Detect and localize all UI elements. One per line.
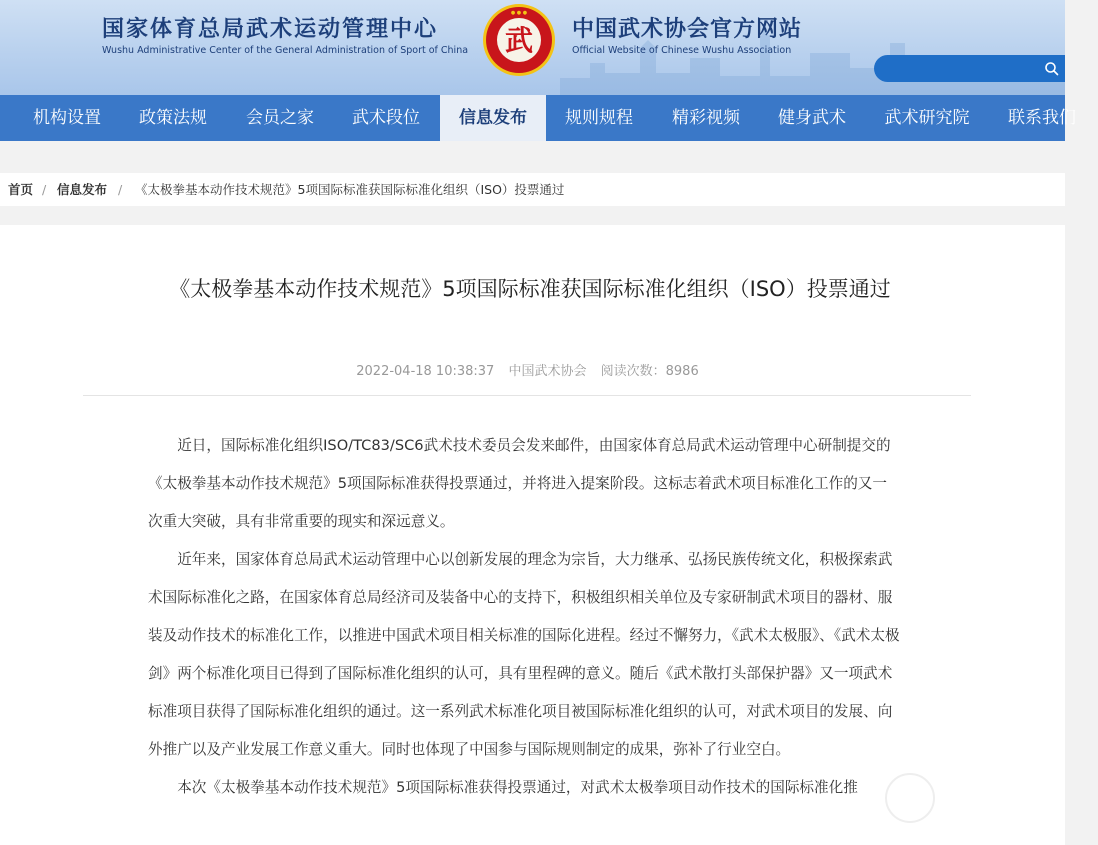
article-body <box>148 427 900 807</box>
nav-item-videos[interactable]: 精彩视频 <box>672 108 740 128</box>
search-bar <box>874 55 1065 82</box>
breadcrumb-separator: / <box>42 182 47 197</box>
views-count: 8986 <box>665 364 699 379</box>
nav-item-news[interactable]: 信息发布 <box>440 95 546 141</box>
article-source: 中国武术协会 <box>508 364 587 379</box>
article <box>0 225 1065 845</box>
logo-char: 武 <box>504 24 534 57</box>
article-paragraph: 近日，国际标准化组织ISO/TC83/SC6武术技术委员会发来邮件，由国家体育总局武术运动管理中心研制提交的《太极拳基本动作技术规范》5项国际标准获得投票通过，并将进入提案阶段。这标志着武术项目标准化工作的又一次重大突破，具有非常重要的现实和深远意义。 <box>148 437 891 530</box>
breadcrumb-section[interactable]: 信息发布 <box>57 182 108 197</box>
header-banner <box>0 0 1065 95</box>
article-date: 2022-04-18 10:38:37 <box>356 364 495 379</box>
breadcrumb-home[interactable]: 首页 <box>8 182 34 197</box>
nav-item-rules[interactable]: 规则规程 <box>565 108 633 128</box>
divider <box>83 395 971 396</box>
article-paragraph: 本次《太极拳基本动作技术规范》5项国际标准获得投票通过，对武术太极拳项目动作技术的国际标准化推 <box>177 779 858 796</box>
views-label: 阅读次数： <box>600 364 666 379</box>
site-title-cn: 国家体育总局武术运动管理中心 <box>102 17 439 42</box>
site-title-right-en: Official Website of Chinese Wushu Association <box>572 45 792 56</box>
brand-left[interactable] <box>102 16 468 58</box>
watermark-icon <box>885 773 935 823</box>
brand-right[interactable] <box>572 16 802 58</box>
site-title-en: Wushu Administrative Center of the General Administration of Sport of China <box>102 45 469 56</box>
nav-item-research[interactable]: 武术研究院 <box>884 108 970 128</box>
svg-text:● ● ●: ● ● ● <box>510 10 528 16</box>
breadcrumb <box>0 173 1065 206</box>
article-meta <box>0 360 1055 379</box>
search-icon[interactable] <box>1044 61 1059 76</box>
site-title-right-cn: 中国武术协会官方网站 <box>572 17 803 42</box>
article-title: 《太极拳基本动作技术规范》5项国际标准获国际标准化组织（ISO）投票通过 <box>169 277 891 301</box>
nav-item-policy[interactable]: 政策法规 <box>139 108 207 128</box>
nav-item-duanwei[interactable]: 武术段位 <box>352 108 420 128</box>
article-paragraph: 近年来，国家体育总局武术运动管理中心以创新发展的理念为宗旨，大力继承、弘扬民族传统文化，积极探索武术国际标准化之路，在国家体育总局经济司及装备中心的支持下，积极组织相关单位及专家研制武术项目的器材、服装及动作技术的标准化工作，以推进中国武术项目相关标准的国际化进程。经过不懈努力，《武术太极服》、《武术太极剑》两个标准化项目已得到了国际标准化组织的认可，具有里程碑的意义。随后《武术散打头部保护器》又一项武术标准项目获得了国际标准化组织的通过。这一系列武术标准化项目被国际标准化组织的认可，对武术项目的发展、向外推广以及产业发展工作意义重大。同时也体现了中国参与国际规则制定的成果，弥补了行业空白。 <box>148 551 900 758</box>
main-nav <box>0 95 1076 141</box>
association-logo[interactable] <box>478 2 560 78</box>
breadcrumb-separator: / <box>118 182 123 197</box>
nav-item-organization[interactable]: 机构设置 <box>33 108 101 128</box>
breadcrumb-current: 《太极拳基本动作技术规范》5项国际标准获国际标准化组织（ISO）投票通过 <box>135 182 565 197</box>
search-input[interactable] <box>886 58 1040 80</box>
nav-item-members[interactable]: 会员之家 <box>246 108 314 128</box>
nav-item-fitness[interactable]: 健身武术 <box>778 108 846 128</box>
article-views <box>601 364 699 379</box>
nav-item-contact[interactable]: 联系我们 <box>1008 108 1076 128</box>
